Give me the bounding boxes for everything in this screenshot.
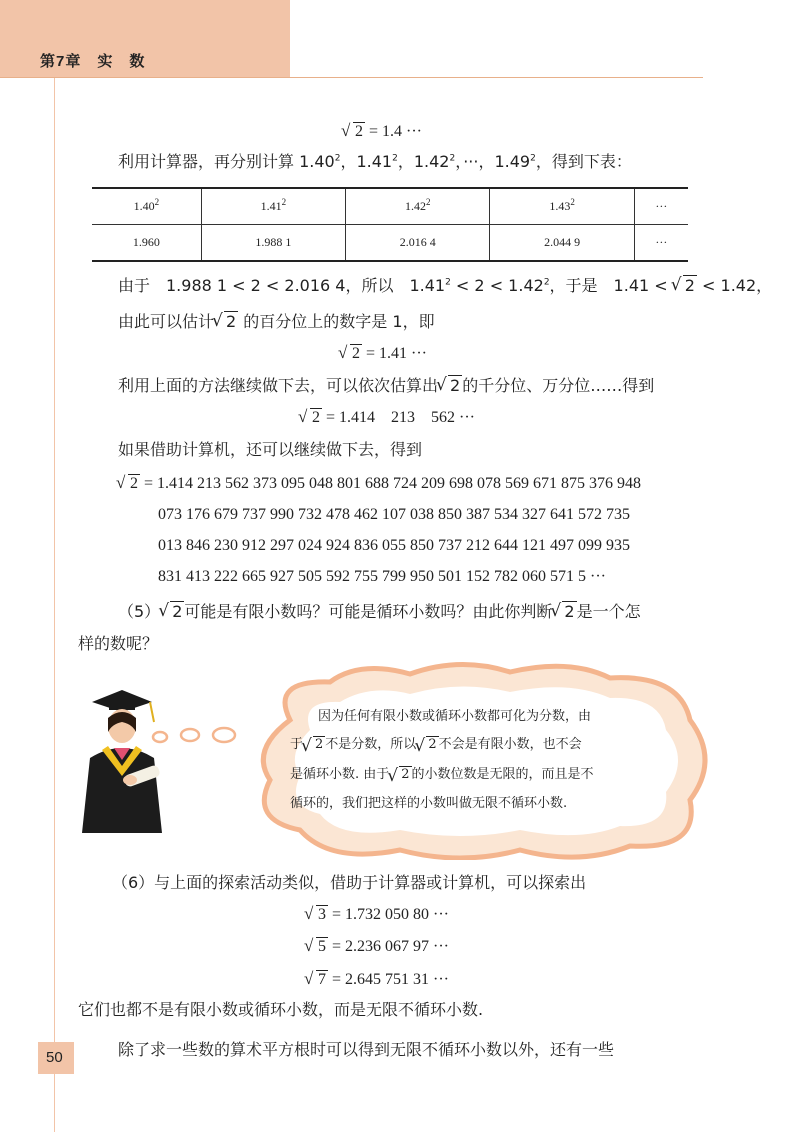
sqrt2-digits-4: 831 413 222 665 927 505 592 755 799 950 501 152 782 060 571 5 ··· (158, 568, 606, 585)
sqrt-symbol: √ 2 (416, 737, 438, 752)
sqrt-symbol: √ 2 (552, 602, 576, 622)
table-cell: 1.43$^2$ (490, 188, 634, 225)
sqrt2-digits-1: √ 2 = 1.414 213 562 373 095 048 801 688 724 209 698 078 569 671 875 376 948 (118, 474, 641, 494)
calc-intro-line: 利用计算器，再分别计算 1.40$^2$，1.41$^2$，$1.42^2$，···，$1.49^2$，得到下表： (118, 152, 632, 171)
chapter-title: 第7章 实 数 (40, 53, 146, 70)
graduate-student-illustration (72, 688, 172, 833)
sqrt-symbol: √ 2 (303, 737, 325, 752)
table-row (92, 188, 688, 225)
sqrt2-approx-1: √ 2 = 1.4 ··· (343, 122, 422, 142)
sqrt7-approx: √ 7 = 2.645 751 31 ··· (306, 970, 449, 990)
sqrt-symbol: √ 5 (306, 937, 328, 957)
computer-line: 如果借助计算机，还可以继续做下去，得到 (118, 440, 423, 459)
last-line: 除了求一些数的算术平方根时可以得到无限不循环小数以外，还有一些 (118, 1040, 615, 1059)
table-cell: 1.988 1 (201, 225, 345, 262)
sqrt2-digits-2: 073 176 679 737 990 732 478 462 107 038 850 387 534 327 641 572 735 (158, 506, 630, 523)
table-cell: 1.41$^2$ (201, 188, 345, 225)
sqrt-symbol: √ 2 (300, 408, 322, 428)
sqrt-symbol: √ 2 (389, 767, 411, 782)
sqrt2-approx-2: √ 2 = 1.41 ··· (340, 344, 427, 364)
table-row (92, 225, 688, 262)
thought-bubble-trail (150, 715, 260, 755)
question-5-cont: 样的数呢？ (78, 634, 159, 653)
sqrt2-approx-3: √ 2 = 1.414 213 562 ··· (300, 408, 475, 428)
table-cell: 1.42$^2$ (346, 188, 490, 225)
table-cell: 1.40$^2$ (92, 188, 201, 225)
question-5: （5）√ 2 可能是有限小数吗？可能是循环小数吗？由此你判断√ 2 是一个怎 (118, 602, 641, 622)
bubble-line-2: 于√ 2 不是分数，所以√ 2 不会是有限小数，也不会 (290, 733, 582, 752)
sqrt3-approx: √ 3 = 1.732 050 80 ··· (306, 905, 449, 925)
table-cell: 2.016 4 (346, 225, 490, 262)
sqrt-symbol: √ 2 (340, 344, 362, 364)
table-cell: 1.960 (92, 225, 201, 262)
sqrt-symbol: √ 2 (673, 276, 697, 296)
margin-rule (54, 78, 55, 1132)
sqrt5-approx: √ 5 = 2.236 067 97 ··· (306, 937, 449, 957)
continue-line: 利用上面的方法继续做下去，可以依次估算出√ 2 的千分位、万分位……得到 (118, 376, 654, 396)
sqrt-symbol: √ 3 (306, 905, 328, 925)
table-cell: ··· (634, 188, 688, 225)
page-number: 50 (46, 1049, 63, 1066)
sqrt-symbol: √ 2 (160, 602, 184, 622)
bubble-line-3: 是循环小数. 由于√ 2 的小数位数是无限的，而且是不 (290, 763, 594, 782)
sqrt2-digits-3: 013 846 230 912 297 024 924 836 055 850 737 212 644 121 497 099 935 (158, 537, 630, 554)
thought-cloud (250, 660, 710, 860)
bubble-line-4: 循环的，我们把这样的小数叫做无限不循环小数. (290, 796, 568, 811)
conclusion-line: 它们也都不是有限小数或循环小数，而是无限不循环小数. (78, 1000, 484, 1019)
sqrt-symbol: √ 2 (438, 376, 462, 396)
header-divider (0, 77, 703, 78)
sqrt-symbol: √ 2 (118, 474, 140, 494)
estimate-line: 由此可以估计√ 2 的百分位上的数字是 1，即 (118, 312, 435, 332)
sqrt-symbol: √ 7 (306, 970, 328, 990)
squares-table (92, 187, 688, 262)
bubble-line-1: 因为任何有限小数或循环小数都可化为分数，由 (318, 709, 592, 724)
since-line: 由于 1.988 1 < 2 < 2.016 4，所以 $1.41^2 < 2 < 1.42^2$，于是 1.41 < √ 2 < 1.42， (118, 276, 772, 296)
page-number-box (38, 1042, 74, 1074)
question-6: （6）与上面的探索活动类似，借助于计算器或计算机，可以探索出 (112, 873, 587, 892)
sqrt-symbol: √ 2 (343, 122, 365, 142)
sqrt-symbol: √ 2 (214, 312, 238, 332)
table-cell: ··· (634, 225, 688, 262)
table-cell: 2.044 9 (490, 225, 634, 262)
